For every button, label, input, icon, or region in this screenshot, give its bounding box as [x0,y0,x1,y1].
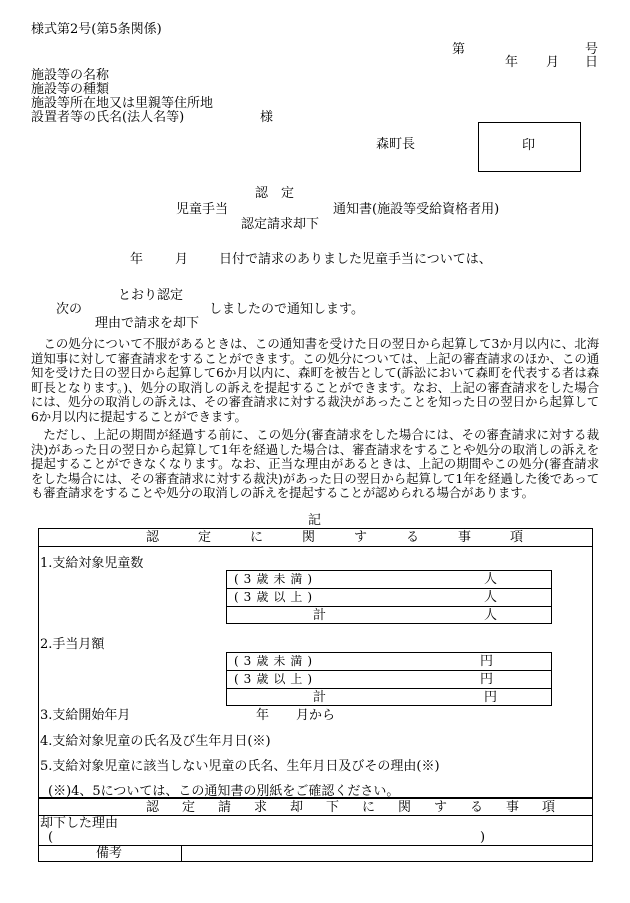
honorific: 様 [260,110,274,125]
item5-label: 5.支給対象児童に該当しない児童の氏名、生年月日及びその理由(※) [40,759,440,774]
remarks-label: 備考 [96,846,123,861]
remarks-field[interactable] [183,847,588,860]
reference-note: (※)4、5については、この通知書の別紙をご確認ください。 [48,784,400,799]
issuer-name: 森町長 [376,137,416,152]
title-option-approval: 認 定 [255,186,295,201]
title-option-rejection: 認定請求却下 [241,217,320,232]
title-main-left: 児童手当 [176,202,229,217]
facility-address-label: 施設等所在地又は里親等住所地 [31,96,214,111]
reason-paren-close: ) [480,830,486,845]
children-total-label: 計 [313,608,327,623]
doc-number-suffix: 号 [585,42,599,57]
date-year: 年 [505,55,519,70]
children-over3-label: (3歳以上) [234,590,317,604]
children-row-divider-1 [226,588,552,589]
doc-number-prefix: 第 [452,42,466,57]
ki-heading: 記 [308,513,322,528]
start-month-label: 月から [296,708,336,723]
amount-total-label: 計 [313,690,327,705]
reason-paren-open: ( [48,830,54,845]
amount-row-divider-1 [226,670,552,671]
seal-mark: 印 [522,138,536,153]
item2-label: 2.手当月額 [40,637,105,652]
date-day: 日 [585,55,599,70]
approval-section-header: 認 定 に 関 す る 事 項 [146,530,537,545]
result-suffix: しましたので通知します。 [209,302,364,317]
children-total-unit: 人 [484,608,498,623]
title-main-right: 通知書(施設等受給資格者用) [333,202,500,217]
intro-month: 月 [175,252,189,267]
intro-text: 日付で請求のありました児童手当については、 [219,252,492,267]
item3-label: 3.支給開始年月 [40,708,131,723]
appeal-paragraph-2: ただし、上記の期間が経過する前に、この処分(審査請求をした場合には、その審査請求に対する裁決)があった日の翌日から起算して1年を経過した場合は、審査請求をすることや処分の取消しの訴えを提起することができなくなります。なお、正当な理由があるときは、上記の期間やこの処分(審査請求をした場合には、その審査請求に対する裁決)があった日の翌日から起算して1年を経過した後であっても審査請求をすることや処分の取消しの訴えを提起することが認められる場合があります。 [31,427,599,501]
children-under3-label: (3歳未満) [234,572,317,586]
amount-over3-unit: 円 [480,672,494,687]
start-year-label: 年 [256,708,270,723]
remarks-column-divider [181,845,182,862]
amount-under3-label: (3歳未満) [234,654,317,668]
founder-name-label: 設置者等の氏名(法人名等) [31,110,185,125]
facility-name-label: 施設等の名称 [31,68,110,83]
approval-header-divider [38,546,593,547]
intro-year: 年 [130,252,144,267]
amount-over3-label: (3歳以上) [234,672,317,686]
amount-total-unit: 円 [484,690,498,705]
children-over3-unit: 人 [484,590,498,605]
result-option-approval: とおり認定 [118,288,184,303]
form-label: 様式第2号(第5条関係) [31,22,162,37]
rejection-section-header: 認 定 請 求 却 下 に 関 す る 事 項 [146,800,561,815]
amount-row-divider-2 [226,688,552,689]
appeal-paragraph-1: この処分について不服があるときは、この通知書を受けた日の翌日から起算して3か月以内に、北海道知事に対して審査請求をすることができます。この処分については、上記の審査請求のほか、この通知を受けた日の翌日から起算して6か月以内に、森町を被告として(訴訟において森町を代表する者は森町長となります。)、処分の取消しの訴えを提起することができます。なお、上記の審査請求をした場合には、処分の取消しの訴えは、その審査請求に対する裁決があったことを知った日の翌日から起算して6か月以内に提起することができます。 [31,336,599,424]
item4-label: 4.支給対象児童の氏名及び生年月日(※) [40,734,271,749]
date-month: 月 [546,55,560,70]
rejection-reason-label: 却下した理由 [40,816,119,831]
facility-type-label: 施設等の種類 [31,82,110,97]
amount-under3-unit: 円 [480,654,494,669]
children-row-divider-2 [226,606,552,607]
result-option-rejection: 理由で請求を却下 [95,316,200,331]
children-under3-unit: 人 [484,572,498,587]
item1-label: 1.支給対象児童数 [40,556,144,571]
result-prefix: 次の [56,302,83,317]
